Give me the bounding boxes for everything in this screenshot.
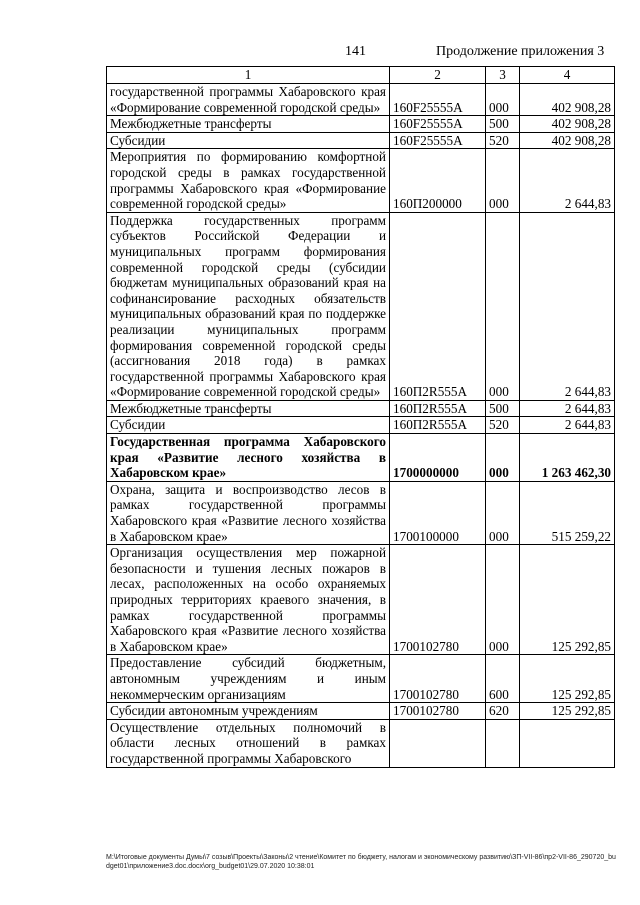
row-name-cell: Осуществление отдельных полномочий в области лесных отношений в рамках государственной программы Хабаровского <box>107 719 390 767</box>
table-row <box>107 434 615 482</box>
row-name-cell: Субсидии <box>107 417 390 434</box>
row-amount-cell: 125 292,85 <box>520 703 615 720</box>
table-row <box>107 719 615 767</box>
row-code-cell: 160П2R555A <box>390 417 486 434</box>
row-kvr-cell: 000 <box>486 84 520 116</box>
table-row <box>107 116 615 133</box>
file-path-footer: M:\Итоговые документы Думы\7 созыв\Проекты\Законы\2 чтение\Комитет по бюджету, налогам и экономическому развитию\ЗП-VII-86\пр2-VII-86_290720_budget01\приложение3.doc.docx\org_budget01\29.07.2020 10:38:01 <box>106 854 616 870</box>
row-code-cell: 1700102780 <box>390 703 486 720</box>
row-name-cell: Мероприятия по формированию комфортной городской среды в рамках государственной программы Хабаровского края «Формирование современной городской среды» <box>107 149 390 212</box>
row-kvr-cell: 000 <box>486 481 520 544</box>
row-code-cell: 160П2R555A <box>390 400 486 417</box>
table-row <box>107 481 615 544</box>
row-name-cell: Субсидии <box>107 132 390 149</box>
row-kvr-cell: 000 <box>486 212 520 400</box>
budget-table <box>106 66 615 768</box>
row-code-cell: 160F25555A <box>390 132 486 149</box>
row-name-cell: Межбюджетные трансферты <box>107 116 390 133</box>
column-number-2: 2 <box>390 67 486 84</box>
table-row <box>107 212 615 400</box>
row-name-cell: Организация осуществления мер пожарной безопасности и тушения лесных пожаров в лесах, расположенных на особо охраняемых природных территориях краевого значения, в рамках государственной программы Хабаровского края «Развитие лесного хозяйства в Хабаровском крае» <box>107 545 390 655</box>
row-kvr-cell: 500 <box>486 116 520 133</box>
row-amount-cell: 125 292,85 <box>520 655 615 703</box>
row-kvr-cell: 500 <box>486 400 520 417</box>
row-kvr-cell: 520 <box>486 132 520 149</box>
row-amount-cell: 402 908,28 <box>520 132 615 149</box>
column-number-4: 4 <box>520 67 615 84</box>
column-number-row <box>107 67 615 84</box>
row-kvr-cell: 000 <box>486 545 520 655</box>
row-code-cell: 160П200000 <box>390 149 486 212</box>
row-name-cell: Предоставление субсидий бюджетным, автономным учреждениям и иным некоммерческим организациям <box>107 655 390 703</box>
table-row <box>107 149 615 212</box>
row-kvr-cell: 520 <box>486 417 520 434</box>
row-amount-cell: 125 292,85 <box>520 545 615 655</box>
row-amount-cell: 2 644,83 <box>520 417 615 434</box>
row-amount-cell: 515 259,22 <box>520 481 615 544</box>
row-amount-cell: 402 908,28 <box>520 116 615 133</box>
row-kvr-cell: 000 <box>486 434 520 482</box>
row-code-cell: 160F25555A <box>390 116 486 133</box>
row-name-cell: государственной программы Хабаровского края «Формирование современной городской среды» <box>107 84 390 116</box>
row-amount-cell: 2 644,83 <box>520 149 615 212</box>
row-name-cell: Межбюджетные трансферты <box>107 400 390 417</box>
row-name-cell: Субсидии автономным учреждениям <box>107 703 390 720</box>
row-name-cell: Охрана, защита и воспроизводство лесов в рамках государственной программы Хабаровского края «Развитие лесного хозяйства в Хабаровском крае» <box>107 481 390 544</box>
row-amount-cell: 2 644,83 <box>520 400 615 417</box>
row-code-cell: 1700102780 <box>390 655 486 703</box>
row-kvr-cell <box>486 719 520 767</box>
row-code-cell: 1700102780 <box>390 545 486 655</box>
column-number-3: 3 <box>486 67 520 84</box>
row-amount-cell: 2 644,83 <box>520 212 615 400</box>
table-row <box>107 655 615 703</box>
row-code-cell: 1700000000 <box>390 434 486 482</box>
table-row <box>107 132 615 149</box>
row-name-cell: Государственная программа Хабаровского края «Развитие лесного хозяйства в Хабаровском крае» <box>107 434 390 482</box>
table-row <box>107 400 615 417</box>
row-kvr-cell: 000 <box>486 149 520 212</box>
page-number: 141 <box>345 44 366 59</box>
table-row <box>107 703 615 720</box>
row-kvr-cell: 620 <box>486 703 520 720</box>
row-code-cell: 160П2R555A <box>390 212 486 400</box>
row-code-cell: 160F25555A <box>390 84 486 116</box>
row-amount-cell: 402 908,28 <box>520 84 615 116</box>
continuation-heading: Продолжение приложения 3 <box>436 44 605 59</box>
row-amount-cell: 1 263 462,30 <box>520 434 615 482</box>
table-row <box>107 545 615 655</box>
row-kvr-cell: 600 <box>486 655 520 703</box>
column-number-1: 1 <box>107 67 390 84</box>
table-row <box>107 417 615 434</box>
row-amount-cell <box>520 719 615 767</box>
table-row <box>107 84 615 116</box>
row-name-cell: Поддержка государственных программ субъектов Российской Федерации и муниципальных программ формирования современной городской среды (субсидии бюджетам муниципальных образований края на софинансирование расходных обязательств муниципальных образований края по поддержке реализации муниципальных программ формирования современной городской среды (ассигнования 2018 года) в рамках государственной программы Хабаровского края «Формирование современной городской среды» <box>107 212 390 400</box>
row-code-cell: 1700100000 <box>390 481 486 544</box>
row-code-cell <box>390 719 486 767</box>
